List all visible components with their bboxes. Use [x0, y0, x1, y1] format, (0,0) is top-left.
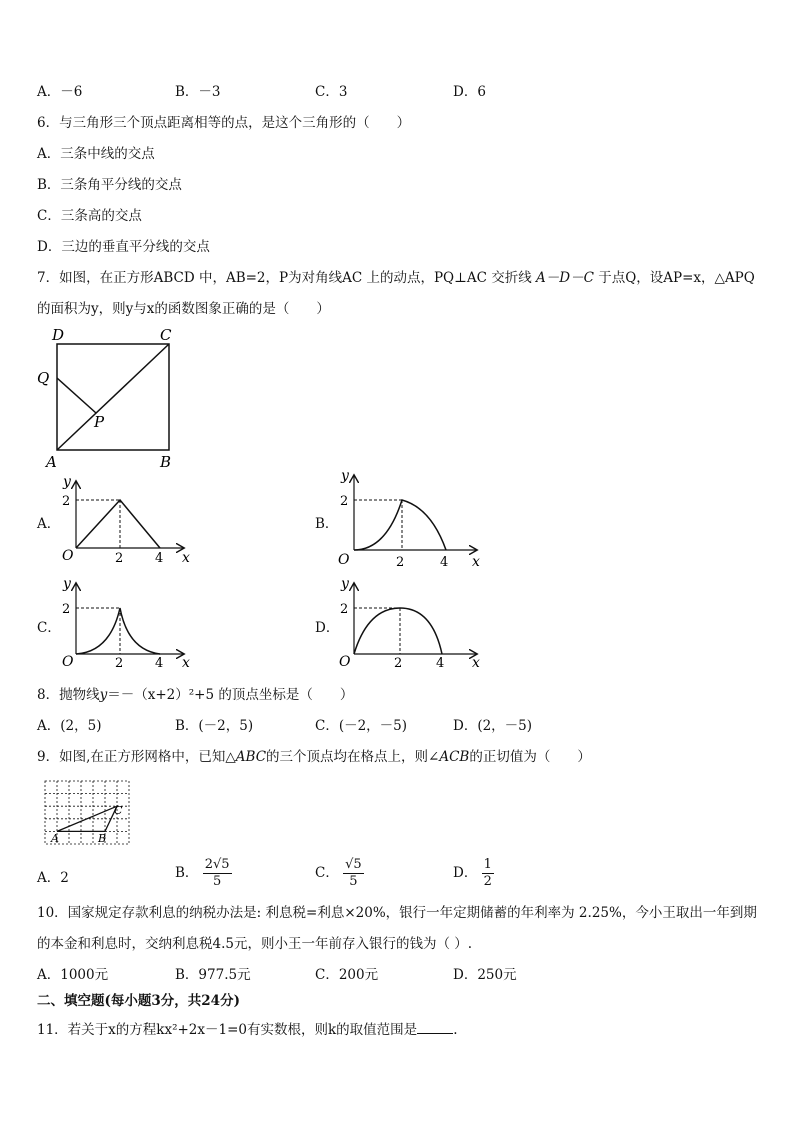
- graph-d-curve: [354, 608, 442, 654]
- tick-2-x: 2: [396, 555, 405, 570]
- segment-pq: [57, 378, 96, 413]
- q5-option-b: B．－3: [175, 84, 221, 100]
- q7-graph-b: [336, 468, 486, 572]
- q9-option-d-numerator: 1: [483, 857, 492, 872]
- graph-c-curve: [76, 608, 160, 654]
- q9-option-c-letter: C．: [315, 865, 339, 881]
- q7-graph-d: [336, 578, 486, 670]
- q9-stem-b: 的三个顶点均在格点上，则: [266, 749, 429, 765]
- q10-stem-line1: 10．国家规定存款利息的纳税办法是: 利息税=利息×20%，银行一年定期储蓄的年利率为 2.25%，今小王取出一年到期: [37, 905, 757, 921]
- q5-option-c: C．3: [315, 84, 348, 100]
- q8-option-b: B．(－2，5): [175, 718, 254, 734]
- q6-option-d: D．三边的垂直平分线的交点: [37, 239, 210, 255]
- q7-graph-a: [58, 476, 193, 564]
- tick-4-x: 4: [155, 551, 164, 564]
- q10-option-b: B．977.5元: [175, 967, 251, 983]
- q9-stem-tri: △ABC: [225, 749, 267, 765]
- q9-option-a: A．2: [37, 870, 69, 886]
- q9-stem-a: 9．如图,在正方形网格中，已知: [37, 749, 226, 765]
- tick-2-y: 2: [62, 602, 71, 617]
- q9-option-d-letter: D．: [453, 865, 478, 881]
- x-label: x: [472, 655, 480, 670]
- q10-option-c: C．200元: [315, 967, 379, 983]
- graph-b-curve: [354, 500, 446, 550]
- q9-option-b: [175, 857, 232, 890]
- q9-option-c: [315, 857, 364, 890]
- tick-4-x: 4: [436, 656, 445, 670]
- q7-graph-c: [58, 578, 193, 668]
- q10-option-a: A．1000元: [37, 967, 109, 983]
- label-c: C: [160, 326, 172, 344]
- tick-2-y: 2: [340, 602, 349, 617]
- q7-stem-part2: 于点Q，设AP=x，△APQ: [598, 270, 755, 286]
- q9-option-c-fraction: [343, 857, 364, 890]
- x-label: x: [182, 550, 190, 564]
- q11-stem-text: 11．若关于x的方程kx²+2x－1=0有实数根，则k的取值范围是: [37, 1022, 418, 1038]
- q9-stem: [37, 748, 591, 766]
- q5-option-d: D．6: [453, 84, 486, 100]
- grid-label-b: B: [98, 832, 107, 845]
- q8-option-a: A．(2，5): [37, 718, 102, 734]
- q7-stem-line1: [37, 269, 755, 287]
- origin-label: O: [339, 654, 351, 670]
- q7-option-b-letter: B．: [315, 516, 339, 532]
- q9-option-b-numerator: 2√5: [204, 857, 230, 872]
- graph-a-curve: [76, 500, 160, 548]
- tick-4-x: 4: [155, 656, 164, 668]
- q8-stem-var: y: [99, 687, 108, 703]
- q7-stem-part1: 7．如图，在正方形ABCD 中，AB=2，P为对角线AC 上的动点，PQ⊥AC 交折线: [37, 270, 532, 286]
- q9-option-b-denominator: 5: [212, 874, 222, 889]
- q7-option-c-letter: C．: [37, 620, 61, 636]
- tick-4-x: 4: [440, 555, 449, 570]
- y-label: y: [63, 476, 71, 490]
- q7-option-d-letter: D．: [315, 620, 340, 636]
- q7-stem-line2: 的面积为y，则y与x的函数图象正确的是（ ）: [37, 301, 330, 317]
- x-label: x: [182, 655, 190, 668]
- q8-stem-a: 8．抛物线: [37, 687, 100, 703]
- q6-stem: 6．与三角形三个顶点距离相等的点，是这个三角形的（ ）: [37, 115, 411, 131]
- q9-option-c-denominator: 5: [349, 874, 358, 889]
- q8-stem: [37, 686, 353, 704]
- q9-stem-c: 的正切值为（ ）: [469, 749, 591, 765]
- q11-stem: [37, 1021, 457, 1039]
- q7-square-figure: [30, 322, 190, 472]
- q10-stem-line2: 的本金和利息时，交纳利息税4.5元，则小王一年前存入银行的钱为（ ）.: [37, 936, 473, 952]
- q8-option-c: C．(－2，－5): [315, 718, 408, 734]
- label-b: B: [160, 453, 172, 471]
- q8-option-d: D．(2，－5): [453, 718, 533, 734]
- label-q: Q: [37, 369, 50, 387]
- q11-stem-end: .: [453, 1022, 458, 1038]
- q6-option-c: C．三条高的交点: [37, 208, 142, 224]
- grid-label-c: C: [114, 804, 123, 817]
- q11-answer-blank[interactable]: [417, 1021, 453, 1034]
- q6-option-b: B．三条角平分线的交点: [37, 177, 182, 193]
- origin-label: O: [338, 552, 350, 568]
- label-a: A: [46, 453, 57, 471]
- q9-option-d-fraction: [482, 857, 494, 890]
- origin-label: O: [62, 548, 74, 564]
- q9-grid-figure: [40, 777, 135, 849]
- y-label: y: [341, 578, 349, 592]
- q10-option-d: D．250元: [453, 967, 517, 983]
- q9-stem-angle: ∠ACB: [428, 749, 470, 765]
- y-label: y: [341, 468, 349, 484]
- label-d: D: [52, 326, 65, 344]
- tick-2-x: 2: [115, 551, 124, 564]
- origin-label: O: [62, 654, 74, 668]
- label-p: P: [94, 413, 105, 431]
- q8-stem-b: ＝－（x+2）²+5 的顶点坐标是（ ）: [107, 687, 354, 703]
- q9-option-d: [453, 857, 494, 890]
- q9-option-b-letter: B．: [175, 865, 199, 881]
- q6-option-a: A．三条中线的交点: [37, 146, 155, 162]
- grid-label-a: A: [51, 832, 59, 845]
- diagonal-ac: [57, 344, 169, 450]
- tick-2-y: 2: [62, 494, 71, 509]
- y-label: y: [63, 578, 71, 592]
- q9-option-c-numerator: √5: [345, 857, 362, 872]
- tick-2-x: 2: [394, 656, 403, 670]
- tick-2-x: 2: [115, 656, 124, 668]
- q9-option-b-fraction: [203, 857, 232, 890]
- q9-option-d-denominator: 2: [483, 874, 492, 889]
- x-label: x: [472, 554, 480, 570]
- section-2-title: 二、填空题(每小题3分，共24分): [37, 993, 240, 1009]
- q7-stem-path: A－D－C: [536, 270, 594, 286]
- q7-option-a-letter: A．: [37, 516, 61, 532]
- q5-option-a: A．－6: [37, 84, 83, 100]
- tick-2-y: 2: [340, 494, 349, 509]
